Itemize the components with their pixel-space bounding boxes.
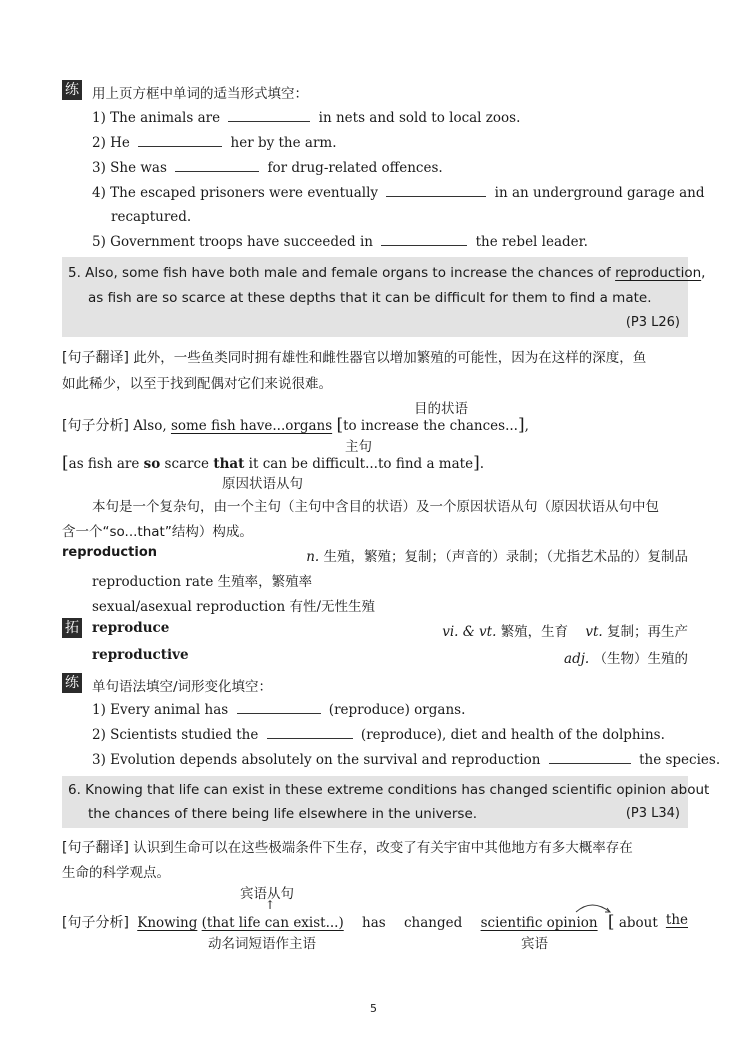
punct: , [524, 418, 529, 434]
item-text: in an underground garage and [494, 185, 705, 201]
part-of-speech: adj. [564, 651, 590, 667]
analysis-text: the [665, 912, 688, 928]
item-number: 1) [92, 110, 106, 126]
practice-item-3 [92, 159, 443, 176]
vocab-word: reproduction [62, 545, 157, 560]
gerund-subject-label: 动名词短语作主语 [208, 936, 316, 952]
analysis-5-line2 [62, 453, 484, 473]
analysis-6-line1 [62, 912, 688, 932]
bracket-close: ] [473, 453, 480, 473]
item-text: the species. [639, 752, 721, 768]
translation-label: [ 句子翻译 ] [62, 840, 129, 856]
item-number: 1) [92, 702, 106, 718]
so-keyword: so [143, 456, 161, 472]
extension-def-2 [564, 647, 688, 667]
translation-label: [ 句子翻译 ] [62, 350, 129, 366]
extension-tag: 拓 [62, 618, 82, 638]
translation-6-line2: 生命的科学观点。 [62, 865, 170, 881]
item-number: 2) [92, 135, 106, 151]
answer-blank[interactable] [228, 109, 310, 122]
punct: , [701, 265, 706, 281]
sentence-6-ref: (P3 L34) [625, 806, 680, 821]
vocab-phrase-1: reproduction rate 生殖率，繁殖率 [92, 574, 313, 590]
object-clause-label: 宾语从句 [240, 886, 294, 902]
item-text: The animals are [110, 110, 221, 126]
item-text: for drug-related offences. [267, 160, 443, 176]
analysis-label: [ 句子分析 ] [62, 418, 129, 434]
practice-item-2 [92, 134, 337, 151]
analysis-text: has [362, 915, 386, 931]
answer-blank[interactable] [381, 233, 467, 246]
main-clause: some fish have...organs [170, 418, 333, 434]
practice-tag: 练 [62, 80, 82, 100]
item-text: Government troops have succeeded in [110, 234, 373, 250]
item-number: 5) [92, 234, 106, 250]
object-label: 宾语 [521, 936, 548, 952]
item-number: 3) [92, 752, 106, 768]
sentence-6-box [62, 776, 710, 828]
practice2-item-3 [92, 751, 720, 768]
item-number: 3) [92, 160, 106, 176]
item-text: Evolution depends absolutely on the survival and reproduction [110, 752, 541, 768]
item-text: the rebel leader. [475, 234, 588, 250]
analysis-text: changed [404, 915, 463, 931]
practice-instruction: 单句语法填空/词形变化填空： [92, 679, 273, 695]
vocab-phrase-2: sexual/asexual reproduction 有性/无性生殖 [92, 599, 376, 615]
answer-blank[interactable] [237, 701, 321, 714]
answer-blank[interactable] [549, 751, 631, 764]
answer-blank[interactable] [267, 726, 353, 739]
sentence-text: 5. Also, some fish have both male and female organs to increase the chances of [68, 265, 611, 281]
item-text: She was [110, 160, 167, 176]
extension-meaning: （生物）生殖的 [593, 651, 688, 667]
bracket-open: [ [62, 453, 69, 473]
sentence-5-line2: as fish are so scarce at these depths that it can be difficult for them to find a mate. [88, 290, 652, 306]
extension-meaning: 复制；再生产 [607, 624, 688, 640]
analysis-5-explain-1: 本句是一个复杂句，由一个主句（主句中含目的状语）及一个原因状语从句（原因状语从句中包 [92, 499, 659, 515]
bracket-open: [ [336, 415, 344, 435]
translation-5-line2: 如此稀少，以至于找到配偶对它们来说很难。 [62, 376, 332, 392]
part-of-speech: vi. & vt. [442, 624, 497, 640]
punct: . [479, 456, 484, 472]
extension-word-1: reproduce [92, 620, 170, 636]
translation-text: 此外，一些鱼类同时拥有雄性和雌性器官以增加繁殖的可能性，因为在这样的深度，鱼 [133, 350, 647, 366]
analysis-label: [ 句子分析 ] [62, 915, 129, 931]
analysis-text: Also, [133, 418, 167, 434]
vocab-definition [306, 545, 688, 565]
part-of-speech: n. [306, 549, 320, 565]
modifier-arc [574, 900, 614, 914]
object-clause: (that life can exist...) [201, 915, 344, 931]
item-text: He [110, 135, 130, 151]
practice2-item-2 [92, 726, 665, 743]
analysis-5-line1 [62, 415, 529, 435]
practice-item-1 [92, 109, 520, 126]
practice2-item-1 [92, 701, 465, 718]
item-number: 4) [92, 185, 106, 201]
vocab-meaning: 生殖，繁殖；复制；（声音的）录制；（尤指艺术品的）复制品 [323, 549, 688, 565]
bracket-open: [ [607, 912, 615, 932]
practice-instruction: 用上页方框中单词的适当形式填空： [92, 86, 308, 102]
item-text: in nets and sold to local zoos. [318, 110, 521, 126]
analysis-text: it can be difficult...to find a mate [244, 456, 474, 472]
purpose-adverbial-label: 目的状语 [414, 401, 468, 417]
item-text: Scientists studied the [110, 727, 259, 743]
translation-text: 认识到生命可以在这些极端条件下生存，改变了有关宇宙中其他地方有多大概率存在 [133, 840, 633, 856]
analysis-text: scarce [160, 456, 214, 472]
translation-5 [62, 346, 646, 367]
sentence-5-ref: (P3 L26) [625, 315, 680, 330]
practice-tag: 练 [62, 673, 82, 693]
extension-meaning: 繁殖，生育 [500, 624, 569, 640]
item-number: 2) [92, 727, 106, 743]
item-text: The escaped prisoners were eventually [110, 185, 379, 201]
item-text: Every animal has [110, 702, 229, 718]
bracket-close: ] [517, 415, 525, 435]
analysis-5-explain-2: 含一个“so...that”结构）构成。 [62, 524, 253, 540]
arrow-up-icon: ↑ [265, 898, 276, 912]
item-text: (reproduce) organs. [328, 702, 466, 718]
analysis-text: about [618, 915, 658, 931]
sentence-5-box [62, 257, 706, 337]
sentence-6-line1: 6. Knowing that life can exist in these extreme conditions has changed scientific opinion about [68, 782, 710, 798]
practice-item-5 [92, 233, 588, 250]
sentence-5-line1 [68, 265, 705, 281]
main-clause-label: 主句 [345, 439, 372, 455]
page-number: 5 [370, 1002, 377, 1015]
causal-adverbial-label: 原因状语从句 [222, 476, 303, 492]
practice-item-4 [92, 184, 705, 201]
answer-blank[interactable] [175, 159, 259, 172]
translation-6 [62, 836, 633, 857]
practice-item-4-cont: recaptured. [111, 209, 192, 225]
extension-word-2: reproductive [92, 647, 189, 663]
key-word: reproduction [615, 265, 702, 281]
analysis-text: as fish are [68, 456, 144, 472]
item-text: (reproduce), diet and health of the dolphins. [360, 727, 665, 743]
sentence-6-line2: the chances of there being life elsewhere in the universe. [88, 806, 478, 822]
purpose-adverbial: to increase the chances... [343, 418, 518, 434]
that-keyword: that [213, 456, 245, 472]
part-of-speech: vt. [585, 624, 603, 640]
gerund-subject: Knowing [137, 915, 198, 931]
object-phrase: scientific opinion [480, 915, 598, 931]
extension-def-1 [442, 620, 688, 640]
item-text: her by the arm. [230, 135, 337, 151]
answer-blank[interactable] [386, 184, 486, 197]
answer-blank[interactable] [138, 134, 222, 147]
